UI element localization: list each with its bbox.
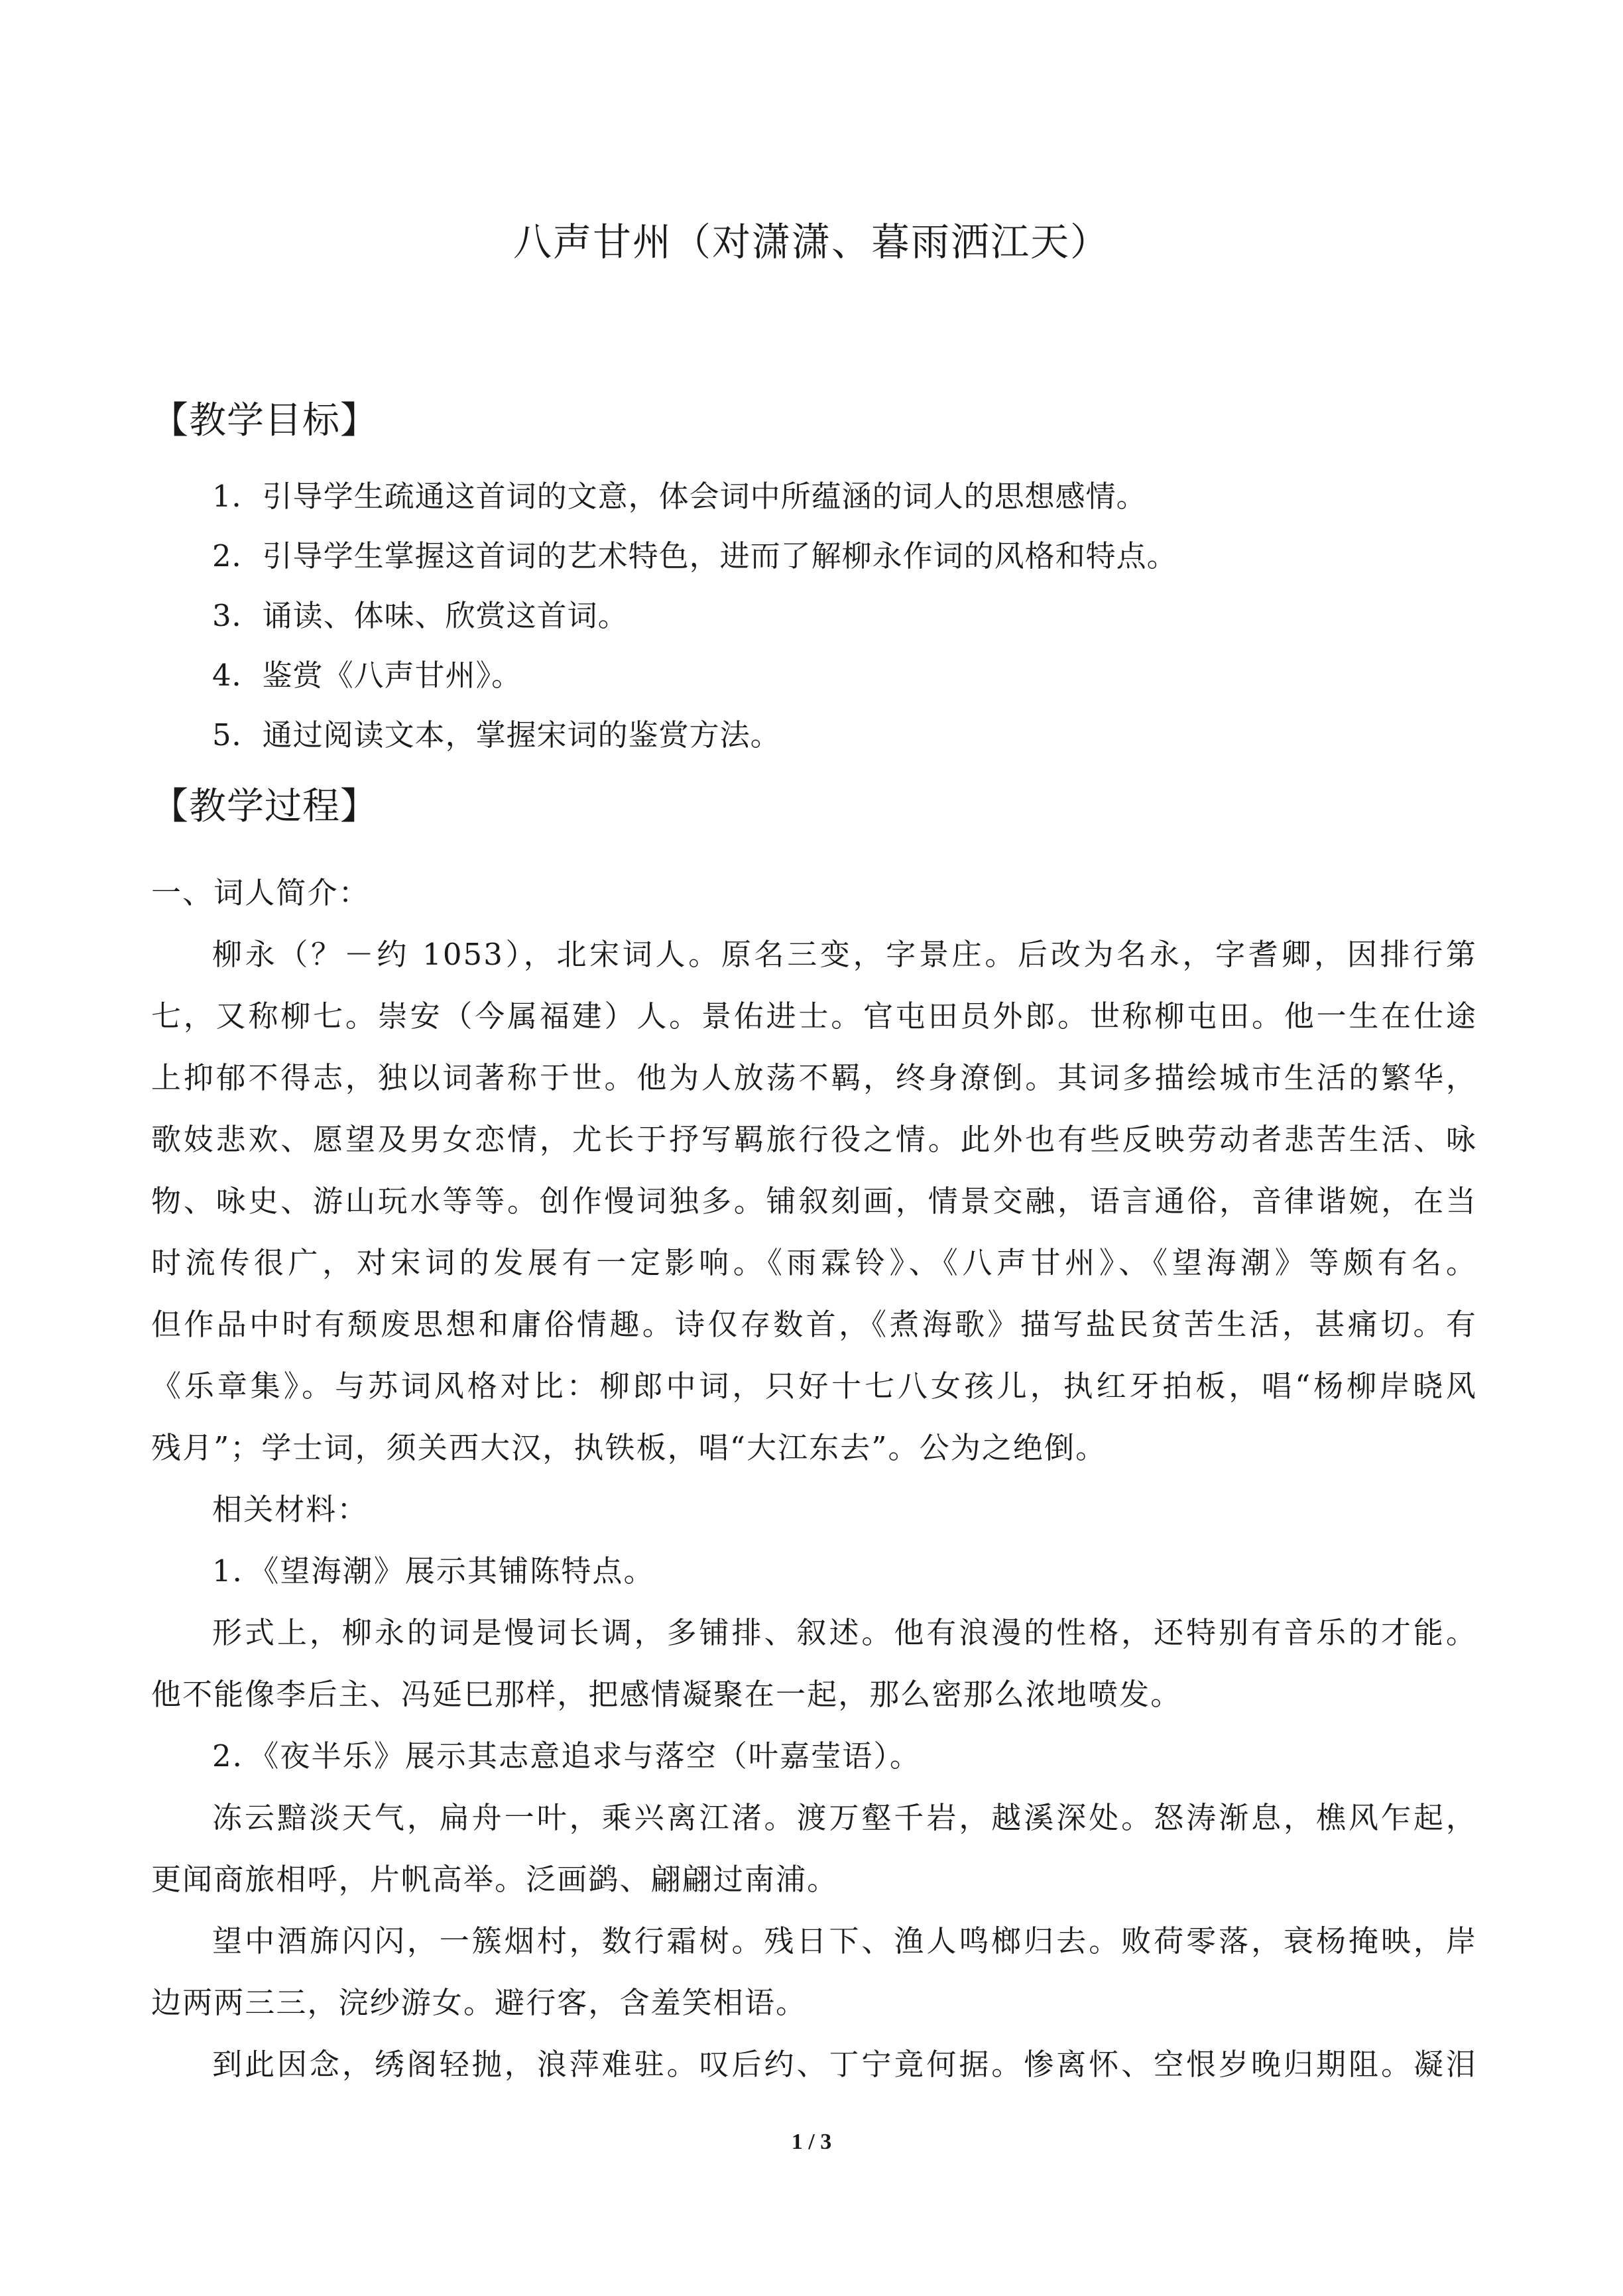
page-title: 八声甘州（对潇潇、暮雨洒江天） [512, 219, 1110, 265]
poem-line: 更闻商旅相呼，片帆高举。泛画鹢、翩翩过南浦。 [151, 1862, 839, 1897]
paragraph-line: 物、咏史、游山玩水等等。创作慢词独多。铺叙刻画，情景交融，语言通俗，音律谐婉，在当 [151, 1183, 1477, 1219]
paragraph-line: 残月”；学士词，须关西大汉，执铁板，唱“大江东去”。公为之绝倒。 [151, 1430, 1107, 1465]
subheading-poet-intro: 一、词人简介： [151, 875, 370, 910]
poem-line: 边两两三三，浣纱游女。避行客，含羞笑相语。 [151, 1985, 808, 2020]
section-heading-goals: 【教学目标】 [151, 399, 378, 442]
goal-item: 3．诵读、体味、欣赏这首词。 [212, 598, 629, 633]
paragraph-line: 七，又称柳七。崇安（今属福建）人。景佑进士。官屯田员外郎。世称柳屯田。他一生在仕途 [151, 998, 1477, 1034]
paragraph-line: 上抑郁不得志，独以词著称于世。他为人放荡不羁，终身潦倒。其词多描绘城市生活的繁华， [151, 1060, 1477, 1095]
goal-item: 5．通过阅读文本，掌握宋词的鉴赏方法。 [212, 717, 781, 753]
material-item: 2．《夜半乐》展示其志意追求与落空（叶嘉莹语）。 [212, 1738, 922, 1774]
paragraph-line: 歌妓悲欢、愿望及男女恋情，尤长于抒写羁旅行役之情。此外也有些反映劳动者悲苦生活、咏 [151, 1122, 1477, 1157]
section-heading-process: 【教学过程】 [151, 785, 378, 828]
goal-item: 1．引导学生疏通这首词的文意，体会词中所蕴涵的词人的思想感情。 [212, 479, 1147, 514]
subheading-related-materials: 相关材料： [212, 1492, 369, 1527]
paragraph-line: 形式上，柳永的词是慢词长调，多铺排、叙述。他有浪漫的性格，还特别有音乐的才能。 [212, 1615, 1477, 1650]
page-number: 1 / 3 [791, 2130, 832, 2154]
body-text [151, 862, 1477, 2095]
paragraph-line: 他不能像李后主、冯延巳那样，把感情凝聚在一起，那么密那么浓地喷发。 [151, 1677, 1182, 1712]
goal-item: 4．鉴赏《八声甘州》。 [212, 658, 522, 693]
paragraph-line: 柳永（？－约 1053），北宋词人。原名三变，字景庄。后改为名永，字耆卿，因排行第 [212, 937, 1477, 972]
paragraph-line: 时流传很广，对宋词的发展有一定影响。《雨霖铃》、《八声甘州》、《望海潮》等颇有名。 [151, 1245, 1477, 1280]
poem-line: 望中酒旆闪闪，一簇烟村，数行霜树。残日下、渔人鸣榔归去。败荷零落，衰杨掩映，岸 [212, 1923, 1477, 1959]
paragraph-line: 《乐章集》。与苏词风格对比：柳郎中词，只好十七八女孩儿，执红牙拍板，唱“杨柳岸晓风 [151, 1368, 1477, 1404]
poem-line: 冻云黯淡天气，扁舟一叶，乘兴离江渚。渡万壑千岩，越溪深处。怒涛渐息，樵风乍起， [212, 1800, 1477, 1835]
poem-line: 到此因念，绣阁轻抛，浪萍难驻。叹后约、丁宁竟何据。惨离怀、空恨岁晚归期阻。凝泪 [212, 2047, 1477, 2082]
material-item: 1．《望海潮》展示其铺陈特点。 [212, 1553, 655, 1589]
paragraph-line: 但作品中时有颓废思想和庸俗情趣。诗仅存数首，《煮海歌》描写盐民贫苦生活，甚痛切。有 [151, 1307, 1477, 1342]
goal-item: 2．引导学生掌握这首词的艺术特色，进而了解柳永作词的风格和特点。 [212, 538, 1177, 574]
